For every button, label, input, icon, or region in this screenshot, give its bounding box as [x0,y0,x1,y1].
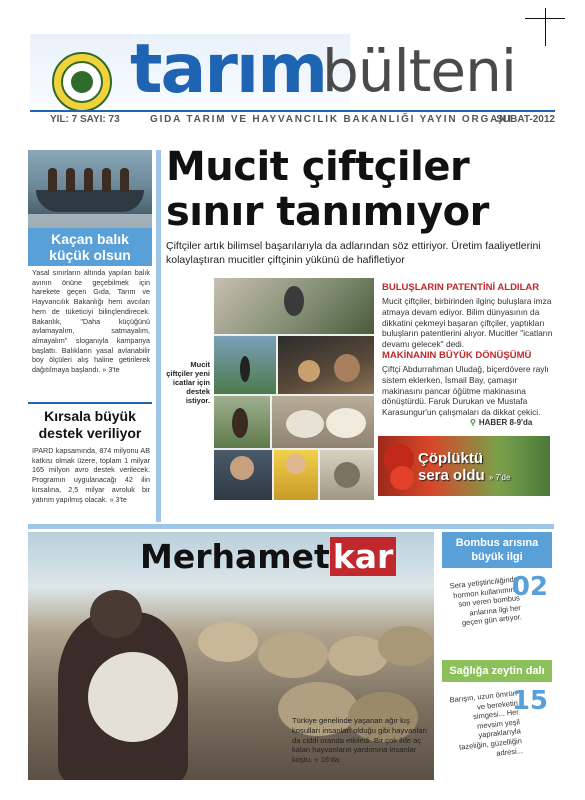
issue-number: YIL: 7 SAYI: 73 [50,114,120,125]
column-divider [156,150,161,522]
box-bombus-body: Sera yetiştiriciliğinde hormon kullanımına son veren bombus arılarına ilgi her geçen gün artıyor. [449,574,523,628]
promo-greenhouse[interactable] [378,436,550,496]
sub2-title: MAKİNANIN BÜYÜK DÖNÜŞÜMÜ [382,350,532,361]
bottom-headline [140,537,396,576]
left-story1-title-line2: küçük olsun [49,247,131,263]
left-story2-title: Kırsala büyük destek veriliyor [38,408,142,441]
box-zeytin-title: Sağlığa zeytin dalı [442,660,552,682]
sub2-body: Çiftçi Abdurrahman Uludağ, biçerdövere raylı sistem eklerken, İsmail Bay, çamaşır makinasını pancar öğütme makinasına dönüştürdü. Faruk Durukan ve Mustafa Karasungur'un çalışmaları da dikkat çekici. [382,364,549,418]
photo-farmer [214,396,270,448]
photo-man [214,450,272,500]
masthead [30,28,555,126]
logo-bulteni: bülteni [322,37,516,105]
ministry-seal-icon [52,52,112,112]
left-story1-body: Yasal sınırların altında yapılan balık avının önüne geçebilmek için harekete geçen Gıda, Tarım ve Hayvancılık Bakanlığı hem avcıları hem de tüketiciyi bilinçlendirecek. Bakanlık, "Daha küçüğünü avlamayalım, satmayalım, almayalım" sloganıyla kampanya başlattı. Balıkların yasal avlanabilir boy ölçüleri alış haline getirilerek dağıtılmaya başlandı. » 3'te [32,268,150,375]
inventor-photo-collage [214,278,374,500]
issue-date: ŞUBAT-2012 [496,114,555,125]
sub1-title: BULUŞLARIN PATENTİNİ ALDILAR [382,282,540,293]
fishing-photo [28,150,152,228]
masthead-rule [30,110,555,112]
box-zeytin[interactable] [442,660,552,778]
organization: GIDA TARIM VE HAYVANCILIK BAKANLIĞI YAYIN ORGANI [150,114,513,125]
photo-machine [214,278,374,334]
sub1-body: Mucit çiftçiler, birbirinden ilginç buluşlara imza atmaya devam ediyor. Bilim dünyasının da dikkatini çekmeyi başaran çiftçiler, yaptıkları buluşların patentlerini alıyor. Mucitler "icatların devamı gelecek" dedi. [382,296,553,350]
box-bombus-page: 02 [511,572,548,602]
photo-worker [274,450,318,500]
logo-tarim: tarım [130,30,327,109]
box-bombus[interactable] [442,532,552,664]
section-divider [28,524,554,529]
crop-mark [525,18,565,19]
pin-icon: ⚲ [470,418,476,427]
promo-ref: » 7'de [488,473,511,482]
photo-caption: Mucit çiftçiler yeni icatlar için destek istiyor. [166,360,210,405]
promo-title-line1: Çöplüktü [418,450,483,467]
left-story1-title [28,228,152,266]
left-story1-title-line1: Kaçan balık [51,231,129,247]
divider [28,402,152,404]
bottom-headline-main: Merhamet [140,537,330,576]
box-bombus-title: Bombus arısına büyük ilgi [442,532,552,568]
story-reference [470,418,532,427]
promo-title-line2: sera oldu [418,467,485,484]
photo-sheep [272,396,374,448]
main-headline-line2: sınır tanımıyor [166,189,489,235]
box-zeytin-body: Barışın, uzun ömrün ve bereketin simgesi... Her mevsim yeşil yapraklarıyla tazeliğin, güzelliğin adresi... [449,688,524,758]
box-zeytin-page: 15 [511,686,548,716]
left-story2-body: IPARD kapsamında, 874 milyonu AB katkısı olmak üzere, toplam 1 milyar 165 milyon avro destek verilecek. Programın uygulanacağı 42 ilin kırsalına, 2,5 milyar avroluk bir yatırım yapılmış olacak. » 3'te [32,446,150,504]
bottom-headline-accent: kar [330,537,397,576]
photo-field [214,336,276,394]
main-deck: Çiftçiler artık bilimsel başarılarıyla da adlarından söz ettiriyor. Üretim faaliyetlerini kolaylaştıran mucitler çiftçinin yükünü de hafifletiyor [166,240,541,266]
main-headline-line1: Mucit çiftçiler [166,144,470,190]
photo-device [320,450,374,500]
bottom-story-body: Türkiye genelinde yaşanan ağır kış koşulları insanları olduğu gibi hayvanları da ciddi oranda etkiledi. Bir çok ilde aç kalan hayvanların yardımına insanlar koştu. » 16'da [292,716,428,765]
story-reference-text: HABER 8-9'da [478,418,533,427]
photo-jars [278,336,374,394]
